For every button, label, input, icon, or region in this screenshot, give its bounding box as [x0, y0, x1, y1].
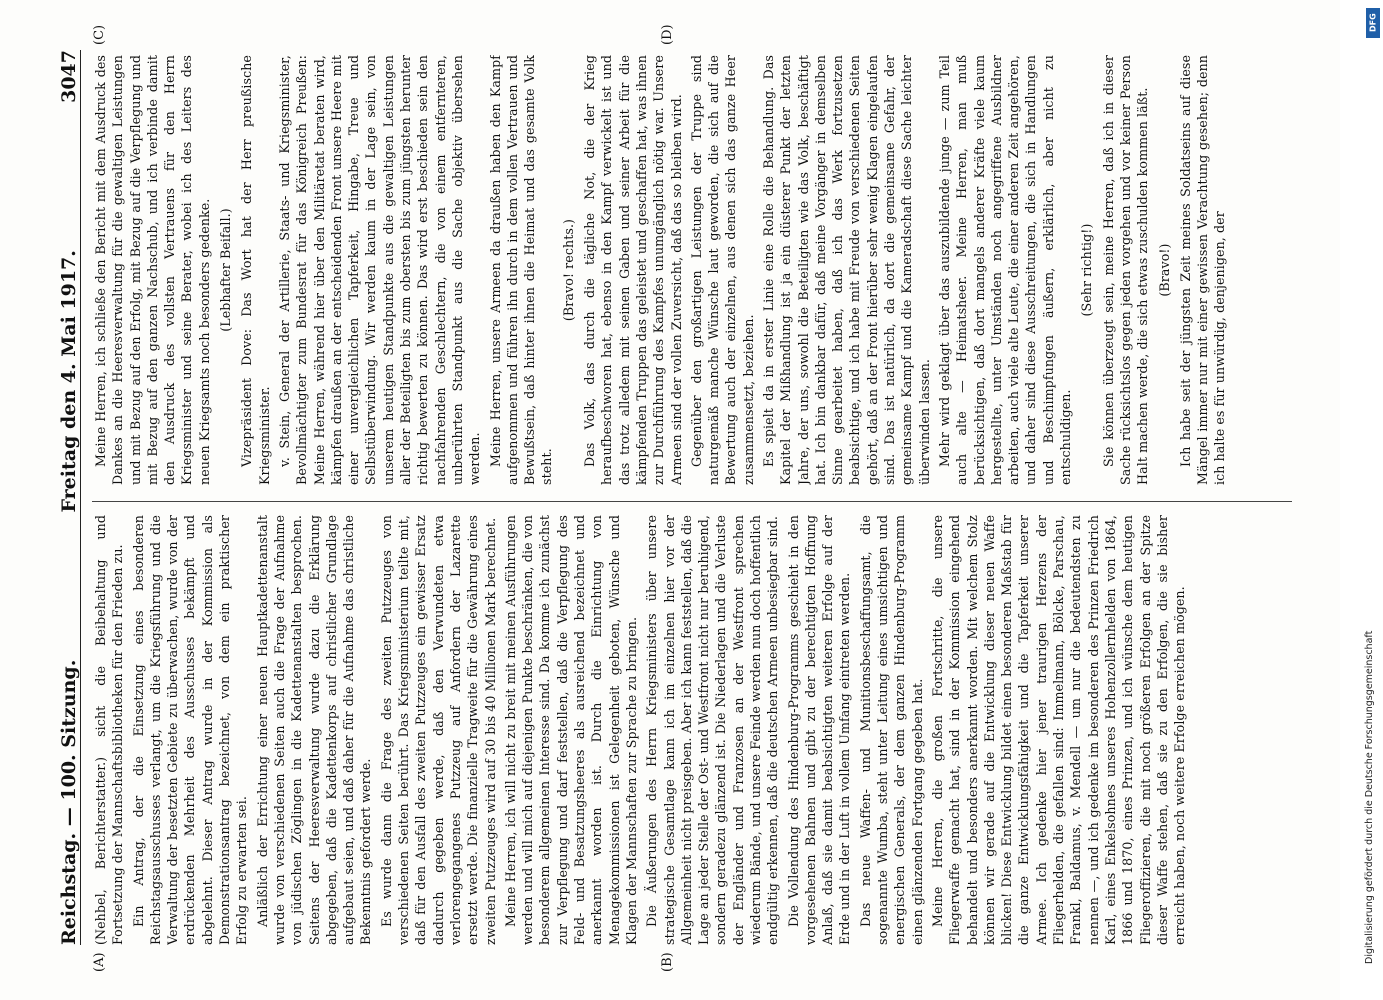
column-marker-a: (A) [92, 952, 107, 972]
paragraph: Meine Herren, ich schließe den Bericht mit dem Ausdruck des Dankes an die Heeresverwaltung für die gewaltigen Leistungen und mit Bezug auf den Erfolg, mit Bezug auf die Verpflegung und mit Bezug auf den ganzen Nachschub, und ich verbinde damit den Ausdruck des vollsten Vertrauens für den Herrn Kriegsminister und seine Berater, wobei ich des Leiters des neuen Kriegsamts noch besonders gedenke. [93, 55, 212, 485]
paragraph: Vizepräsident Dove: Das Wort hat der Herr preußische Kriegsminister. [239, 55, 272, 485]
paragraph: Meine Herren, die großen Fortschritte, die unsere Fliegerwaffe gemacht hat, sind in der Kommission eingehend behandelt und besonders anerkannt worden. Mit welchem Stolz können wir gerade auf die Entwicklung dieser neuen Waffe blicken! Diese Entwicklung bildet einen besonderen Maßstab für die ganze Entwicklungsfähigkeit und die Tapferkeit unserer Armee. Ich gedenke hier jener traurigen Herzens der Fliegerhelden, die gefallen sind: Immelmann, Bölcke, Parschau, Frankl, Baldamus, v. Mendell — um nur die bedeutendsten zu nennen —, und ich gedenke im besonderen des Prinzen Friedrich Karl, eines Enkelsohnes unseres Hohenzollernhelden von 1864, 1866 und 1870, eines Prinzen, und ich wünsche dem heutigen Fliegeroffizieren, die mit noch größeren Erfolgen an der Spitze dieser Waffe stehen, daß sie zu den Erfolgen, die sie bisher erreicht haben, noch weitere Erfolge erreichen mögen. [929, 515, 1188, 945]
header-date: Freitag den 4. Mai 1917. [58, 250, 80, 513]
page-number: 3047 [58, 50, 80, 103]
column-marker-d: (D) [660, 24, 675, 45]
paragraph: (Nehbel, Berichterstatter.) sicht die Beibehaltung und Fortsetzung der Mannschaftsbibliotheken für den Frieden zu. [93, 515, 126, 945]
header-session: Reichstag. — 100. Sitzung. [58, 659, 80, 945]
paragraph: v. Stein, General der Artillerie, Staats- und Kriegsminister, Bevollmächtigter zum Bundesrat für das Königreich Preußen: Meine Herren, während hier über den Militäretat beraten wird, kämpfen draußen an der entscheidenden Front unsere Heere mit einer unvergleichlichen Tapferkeit, Hingabe, Treue und Selbstüberwindung. Wir werden kaum in der Lage sein, von unserem heutigen Standpunkte aus die gewaltigen Leistungen aller der Beteiligten bis zum obersten bis zum jüngsten herunter richtig bewerten zu können. Das wird erst beschieden sein den nachfahrenden Geschlechtern, die von einem entfernteren, unberührten Standpunkt aus die Sache objektiv übersehen werden. [276, 55, 483, 485]
paragraph: Ein Antrag, der die Einsetzung eines besonderen Reichstagsausschusses verlangt, um die Kriegsführung und die Verwaltung der besetzten Gebiete zu überwachen, wurde von der erdrückenden Mehrheit des Ausschusses bekämpft und abgelehnt. Dieser Antrag wurde in der Kommission als Demonstrationsantrag bezeichnet, von dem ein praktischer Erfolg zu erwarten sei. [130, 515, 250, 945]
column-divider [92, 501, 1292, 502]
interjection: (Bravo! rechts.) [560, 218, 576, 322]
paragraph: Das Volk, das durch die tägliche Not, die der Krieg heraufbeschworen hat, ebenso in den Kampf verwickelt ist und das trotz alledem mit seinen Gaben und seiner Arbeit für die kämpfenden Truppen das geleistet und geschaffen hat, was ihnen zur Durchführung des Kampfes unumgänglich nötig war. Unsere Armeen sind der vollen Zuversicht, daß das so bleiben wird. [582, 55, 684, 485]
column-marker-c: (C) [92, 24, 107, 45]
right-column [92, 55, 1312, 485]
paragraph: Es spielt da in erster Linie eine Rolle die Behandlung. Das Kapitel der Mißhandlung ist ja ein düsterer Punkt der letzten Jahre, der uns, sowohl die Beteiligten wie das Volk, beschäftigt hat. Ich bin dankbar dafür, daß meine Vorgänger in demselben Sinne gearbeitet haben, daß ich das Werk fortzusetzen beabsichtige, und ich habe mit Freude von verschiedenen Seiten gehört, daß an der Front hierüber sehr wenig Klagen eingelaufen sind. Das ist natürlich, da dort die gemeinsame Gefahr, der gemeinsame Kampf und die Kameradschaft diese Sache leichter überwinden lassen. [760, 55, 932, 485]
digitization-credit: Digitalisierung gefördert durch die Deutsche Forschungsgemeinschaft [1364, 630, 1375, 964]
paragraph: Gegenüber den großartigen Leistungen der Truppe sind naturgemäß manche Wünsche laut geworden, die sich auf die Bewertung auch der einzelnen, aus denen sich das ganze Heer zusammensetzt, beziehen. [688, 55, 756, 485]
left-column [92, 515, 1312, 945]
paragraph: Anläßlich der Errichtung einer neuen Hauptkadettenanstalt wurde von verschiedenen Seiten auch die Frage der Aufnahme von jüdischen Zöglingen in die Kadettenanstalten besprochen. Seitens der Heeresverwaltung wurde dazu die Erklärung abgegeben, daß die Kadettenkorps auf christlicher Grundlage aufgebaut seien, und daß daher für die Aufnahme das christliche Bekenntnis gefordert werde. [254, 515, 374, 945]
column-marker-b: (B) [660, 952, 675, 972]
paragraph: Meine Herren, ich will nicht zu breit mit meinen Ausführungen werden und will mich auf diejenigen Punkte beschränken, die von besonderem allgemeinen Interesse sind. Da komme ich zunächst zur Verpflegung und darf feststellen, daß die Verpflegung des Feld- und Besatzungsheeres als ausreichend bezeichnet und anerkannt worden ist. Durch die Einrichtung von Menagekommissionen ist Gelegenheit geboten, Wünsche und Klagen der Mannschaften zur Sprache zu bringen. [502, 515, 639, 945]
paragraph: Ich habe seit der jüngsten Zeit meines Soldatseins auf diese Mängel immer nur mit einer gewissen Verachtung gesehen; denn ich halte es für unwürdig, denjenigen, der [1177, 55, 1228, 485]
interjection: (Bravo!) [1156, 243, 1172, 297]
paragraph: Das neue Waffen- und Munitionsbeschaffungsamt, die sogenannte Wumba, steht unter Leitung eines umsichtigen und energischen Generals, der dem ganzen Hindenburg-Programm einen glänzenden Fortgang gegeben hat. [857, 515, 925, 945]
paragraph: Mehr wird geklagt über das auszubildende junge — zum Teil auch alte — Heimatsheer. Meine Herren, man muß berücksichtigen, daß dort mangels anderer Kräfte viele kaum hergestellte, unter Umständen noch angegriffene Ausbildner arbeiten, auch viele alte Leute, die einer anderen Zeit angehören, und daher sind diese Ausschreitungen, die sich in Handlungen und Beschimpfungen äußern, erklärlich, aber nicht zu entschuldigen. [936, 55, 1074, 485]
paragraph: Die Äußerungen des Herrn Kriegsministers über unsere strategische Gesamtlage kann ich im einzelnen hier vor der Allgemeinheit nicht preisgeben. Aber ich kann feststellen, daß die Lage an jeder Stelle der Ost- und Westfront nicht nur beruhigend, sondern geradezu glänzend ist. Die Niederlagen und die Verluste der Engländer und Franzosen an der Westfront sprechen wiederum Bände, und unsere Feinde werden nun doch hoffentlich endgültig erkennen, daß die deutschen Armeen unbesiegbar sind. [644, 515, 781, 945]
dfg-logo: DFG [1366, 8, 1380, 38]
paragraph: Meine Herren, unsere Armeen da draußen haben den Kampf aufgenommen und führen ihn durch in dem vollen Vertrauen und Bewußtsein, daß hinter ihnen die Heimat und das gesamte Volk steht. [487, 55, 555, 485]
paragraph: Es wurde dann die Frage des zweiten Putzzeuges von verschiedenen Seiten berührt. Das Kriegsministerium teilte mit, daß für den Ausfall des zweiten Putzzeuges ein gewisser Ersatz dadurch gegeben werde, daß den Verwundeten etwa verlorengegangenes Putzzeug auf Anfordern der Lazarette ersetzt werde. Die finanzielle Tragweite für die Gewährung eines zweiten Putzzeuges wird auf 30 bis 40 Millionen Mark berechnet. [378, 515, 498, 945]
paragraph: Sie können überzeugt sein, meine Herren, daß ich in dieser Sache rücksichtslos gegen jeden vorgehen und vor keiner Person Halt machen werde, die sich etwas zuschulden kommen läßt. [1100, 55, 1151, 485]
page-header [40, 50, 81, 945]
paragraph: Die Vollendung des Hindenburg-Programms geschieht in den vorgesehenen Bahnen und gibt zu der berechtigten Hoffnung Anlaß, daß sie damit beabsichtigten weiteren Erfolge auf der Erde und in der Luft in vollem Umfang eintreten werden. [785, 515, 853, 945]
interjection: (Sehr richtig!) [1079, 223, 1095, 317]
interjection: (Lebhafter Beifall.) [218, 208, 234, 332]
